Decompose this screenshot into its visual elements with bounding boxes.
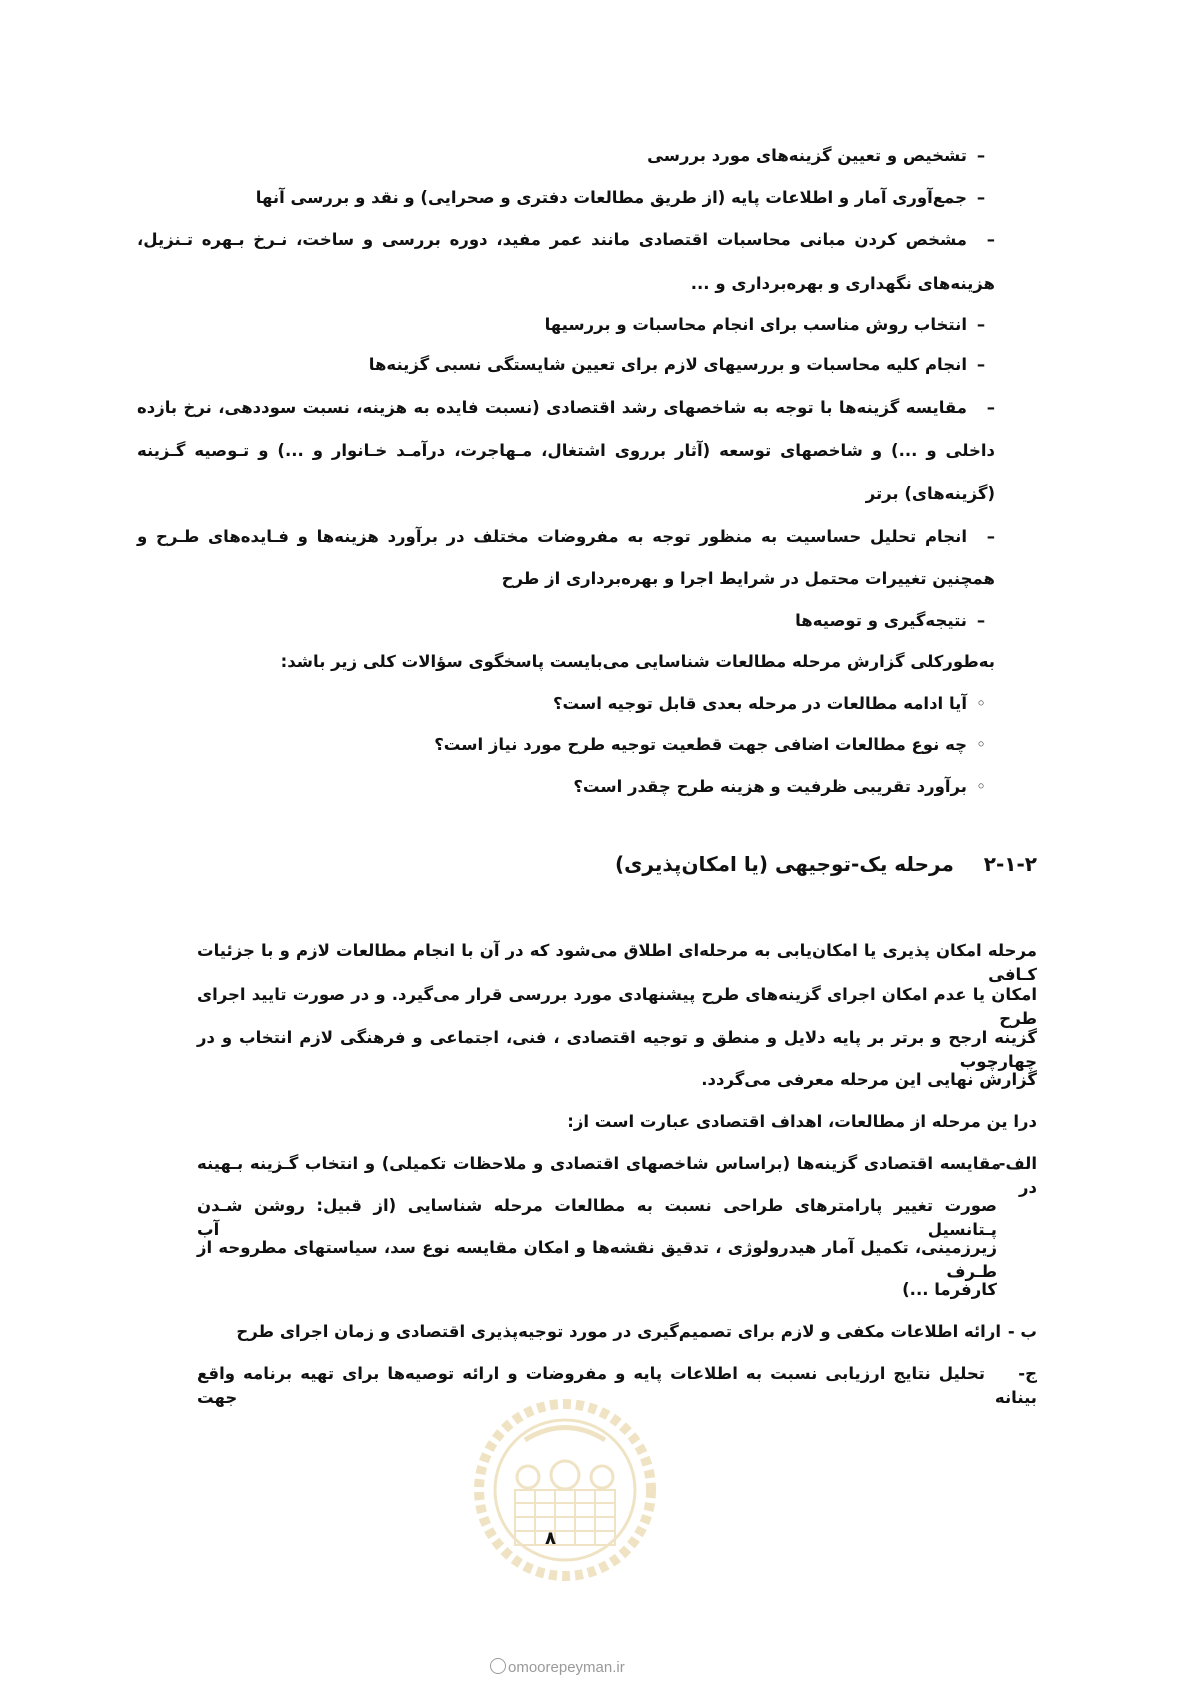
list-item-continuation: همچنین تغییرات محتمل در شرایط اجرا و بهره‌برداری از طرح <box>501 569 995 588</box>
page-number: ۸ <box>545 1528 556 1549</box>
list-item: –تشخیص و تعیین گزینه‌های مورد بررسی <box>647 146 986 165</box>
list-item: –نتیجه‌گیری و توصیه‌ها <box>795 611 986 630</box>
objective-label: ب - <box>1007 1322 1037 1341</box>
watermark-site: omoorepeyman.ir <box>490 1658 625 1676</box>
list-item: –مشخص کردن مبانی محاسبات اقتصادی مانند عمر مفید، دوره بررسی و ساخت، نـرخ بـهره تـنزیل، <box>137 230 995 249</box>
list-item-continuation: هزینه‌های نگهداری و بهره‌برداری و ... <box>690 274 995 293</box>
list-item: –انجام تحلیل حساسیت به منظور توجه به مفروضات مختلف در برآورد هزینه‌ها و فـایده‌های طـرح و <box>137 527 995 546</box>
section-title: مرحله یک-توجیهی (یا امکان‌پذیری) <box>614 852 954 876</box>
list-item: –انتخاب روش مناسب برای انجام محاسبات و بررسیها <box>544 315 986 334</box>
paragraph-line: گزینه ارجح و برتر بر پایه دلایل و منطق و توجیه اقتصادی ، فنی، اجتماعی و فرهنگی لازم انتخاب و در چهارچوب <box>197 1028 1037 1071</box>
objective-item: الف-مقایسه اقتصادی گزینه‌ها (براساس شاخصهای اقتصادی و ملاحظات تکمیلی) و انتخاب گـزینه بـهینه در <box>197 1154 1037 1197</box>
list-item-continuation: داخلی و ...) و شاخصهای توسعه (آثار برروی اشتغال، مـهاجرت، درآمـد خـانوار و ...) و تـوصیه گـزینه <box>137 441 995 460</box>
objective-continuation: زیرزمینی، تکمیل آمار هیدرولوژی ، تدقیق نقشه‌ها و امکان مقایسه نوع سد، سیاستهای مطروحه از طـرف <box>197 1238 997 1281</box>
list-item: –انجام کلیه محاسبات و بررسیهای لازم برای تعیین شایستگی نسبی گزینه‌ها <box>368 355 986 374</box>
paragraph-line: گزارش نهایی این مرحله معرفی می‌گردد. <box>701 1070 1037 1089</box>
list-item: –جمع‌آوری آمار و اطلاعات پایه (از طریق مطالعات دفتری و صحرایی) و نقد و بررسی آنها <box>255 188 986 207</box>
question-item: ◦برآورد تقریبی ظرفیت و هزینه طرح چقدر است؟ <box>573 777 986 796</box>
question-item: ◦چه نوع مطالعات اضافی جهت قطعیت توجیه طرح مورد نیاز است؟ <box>434 735 986 754</box>
objective-item: ج-تحلیل نتایج ارزیابی نسبت به اطلاعات پایه و مفروضات و ارائه توصیه‌ها برای تهیه برنامه واقع بینانه جهت <box>197 1364 1037 1407</box>
question-item: ◦آیا ادامه مطالعات در مرحله بعدی قابل توجیه است؟ <box>552 694 986 713</box>
section-number: ۲-۱-۲ <box>983 852 1037 876</box>
objective-continuation: کارفرما ...) <box>902 1280 997 1299</box>
summary-intro: به‌طورکلی گزارش مرحله مطالعات شناسایی می‌بایست پاسخگوی سؤالات کلی زیر باشد: <box>280 652 995 671</box>
objective-label: ج- <box>1018 1364 1037 1383</box>
objectives-intro: درا ین مرحله از مطالعات، اهداف اقتصادی عبارت است از: <box>567 1112 1037 1131</box>
paragraph-line: امکان یا عدم امکان اجرای گزینه‌های طرح پیشنهادی مورد بررسی قرار می‌گیرد. و در صورت تایید اجرای طرح <box>197 985 1037 1028</box>
paragraph-line: مرحله امکان پذیری یا امکان‌یابی به مرحله‌ای اطلاق می‌شود که در آن با انجام مطالعات لازم و با جزئیات کـافی <box>197 941 1037 984</box>
globe-icon <box>490 1658 506 1674</box>
list-item: –مقایسه گزینه‌ها با توجه به شاخصهای رشد اقتصادی (نسبت فایده به هزینه، نسبت سوددهی، نرخ بازده <box>137 398 995 417</box>
list-item-continuation: (گزینه‌های) برتر <box>865 484 995 503</box>
section-heading <box>615 852 1037 876</box>
objective-item: ب -ارائه اطلاعات مکفی و لازم برای تصمیم‌گیری در مورد توجیه‌پذیری اقتصادی و زمان اجرای طرح <box>236 1320 1037 1344</box>
objective-label: الف- <box>998 1154 1037 1173</box>
watermark-seal-icon <box>470 1395 660 1585</box>
objective-continuation: صورت تغییر پارامترهای طراحی نسبت به مطالعات مرحله شناسایی (از قبیل: روشن شـدن پـتانسیل آب <box>197 1196 997 1239</box>
